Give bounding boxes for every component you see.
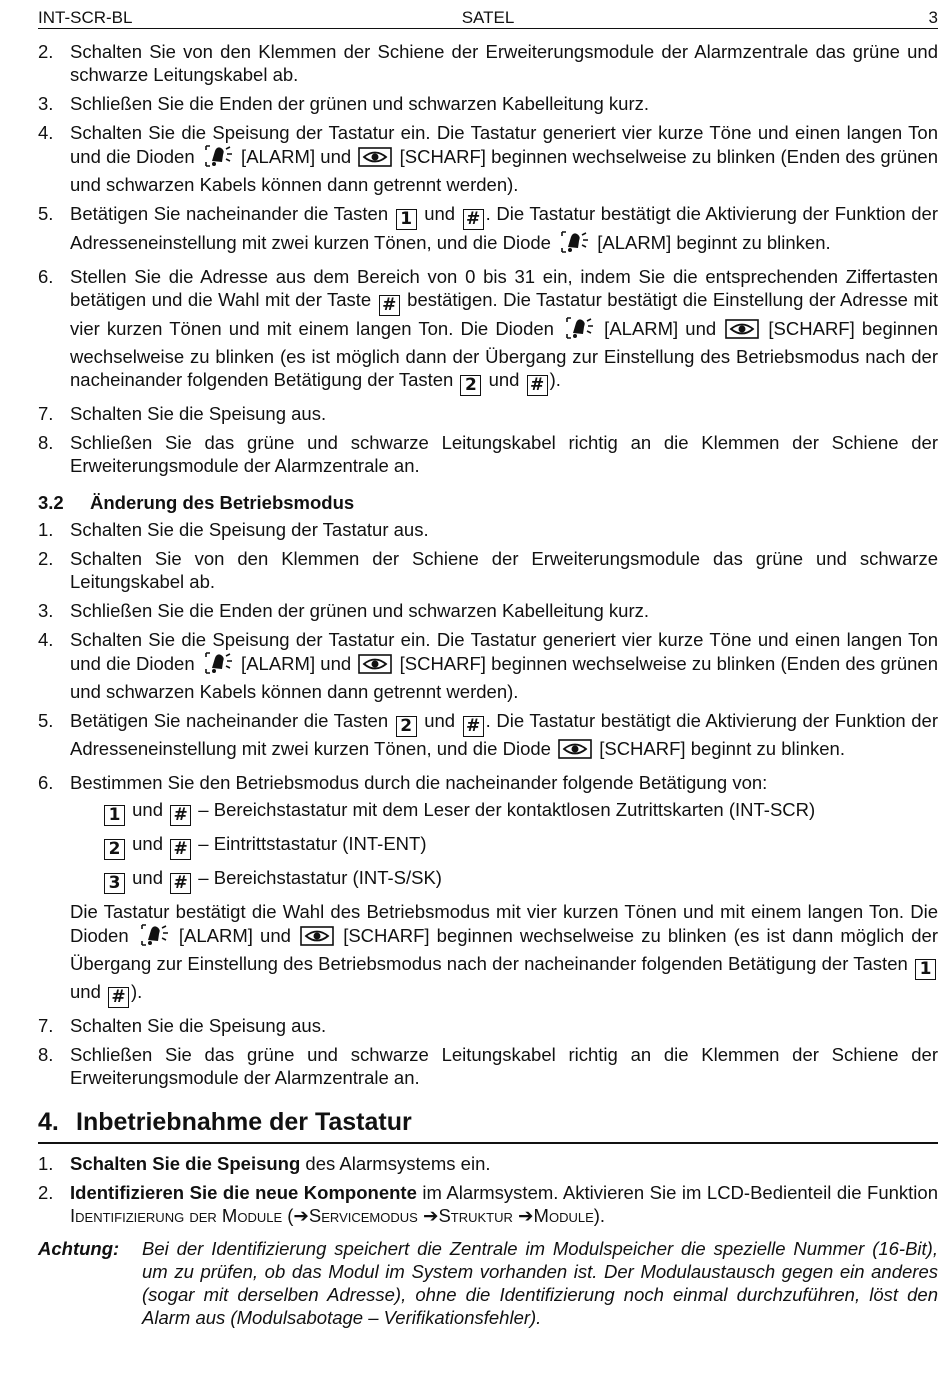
page-header	[38, 4, 938, 29]
chapter-heading: 4. Inbetriebnahme der Tastatur	[38, 1107, 938, 1144]
list-item: 8. Schließen Sie das grüne und schwarze Leitungskabel richtig an die Klemmen der Schiene der Erweiterungsmodule der Alarmzentrale an.	[38, 432, 938, 476]
key-2-icon: 2	[396, 716, 417, 737]
warning-note	[38, 1237, 938, 1329]
header-brand: SATEL	[461, 8, 515, 27]
armed-led-icon	[725, 318, 759, 345]
list-item: 8. Schließen Sie das grüne und schwarze Leitungskabel richtig an die Klemmen der Schiene der Erweiterungsmodule der Alarmzentrale an.	[38, 1044, 938, 1088]
key-hash-icon: #	[170, 805, 191, 826]
note-text: Bei der Identifizierung speichert die Zentrale im Modulspeicher die spezielle Nummer (16-Bit), um zu prüfen, ob das Modul im System vorhanden ist. Der Modulaustausch gegen ein anderes (sogar mit derselben Adresse), ohne die Identifizierung noch einmal durchzuführen, löst den Alarm aus (Modulsabotage – Verifikationsfehler).	[142, 1238, 938, 1328]
mode-option: 1 und # – Bereichstastatur mit dem Leser der kontaktlosen Zutrittskarten (INT-SCR)	[70, 798, 938, 826]
page-content	[38, 40, 938, 1329]
list-item: 6. Stellen Sie die Adresse aus dem Bereich von 0 bis 31 ein, indem Sie die entsprechenden Ziffertasten betätigen und die Wahl mit der Taste # bestätigen. Die Tastatur bestätigt die Einstellung der Adresse mit vier kurzen Tönen und mit einem langen Ton. Die Dioden [ALARM] und [SCHARF] beginnen wechselweise zu blinken (es ist möglich dann der Übergang zur Einstellung des Betriebsmodus nach der nacheinander folgenden Betätigung der Tasten 2 und # ).	[38, 266, 938, 395]
page-number: 3	[928, 8, 938, 27]
key-hash-icon: #	[463, 209, 484, 230]
list-item: 1. Schalten Sie die Speisung der Tastatur aus.	[38, 519, 429, 540]
list-item: 2. Identifizieren Sie die neue Komponente im Alarmsystem. Aktivieren Sie im LCD-Bedienteil die Funktion Identifizierung der Module (➔Servicemodus ➔Struktur ➔Module).	[38, 1182, 938, 1226]
mode-steps-list	[38, 518, 938, 1089]
address-steps-list	[38, 40, 938, 477]
armed-led-icon	[558, 738, 592, 765]
key-hash-icon: #	[463, 716, 484, 737]
menu-path: Identifizierung der Module (➔Servicemodus ➔Struktur ➔Module).	[70, 1205, 606, 1226]
key-2-icon: 2	[104, 839, 125, 860]
key-hash-icon: #	[170, 873, 191, 894]
note-label: Achtung:	[38, 1238, 120, 1259]
alarm-led-icon	[138, 923, 170, 952]
list-item: 1. Schalten Sie die Speisung des Alarmsystems ein.	[38, 1153, 491, 1174]
key-hash-icon: #	[108, 987, 129, 1008]
list-item: 4. Schalten Sie die Speisung der Tastatur ein. Die Tastatur generiert vier kurze Töne und einen langen Ton und die Dioden [ALARM] und [SCHARF] beginnen wechselweise zu blinken (Enden des grünen und schwarzen Kabels können dann getrennt werden).	[38, 122, 938, 195]
list-item: 5. Betätigen Sie nacheinander die Tasten 2 und # . Die Tastatur bestätigt die Aktivierung der Funktion der Adresseneinstellung mit zwei kurzen Tönen, und die Diode [SCHARF] beginnt zu blinken.	[38, 709, 938, 765]
list-item: 2. Schalten Sie von den Klemmen der Schiene der Erweiterungsmodule das grüne und schwarze Leitungskabel ab.	[38, 548, 938, 592]
alarm-led-icon	[558, 230, 590, 259]
list-item: 5. Betätigen Sie nacheinander die Tasten 1 und # . Die Tastatur bestätigt die Aktivierung der Funktion der Adresseneinstellung mit zwei kurzen Tönen, und die Diode [ALARM] beginnt zu blinken.	[38, 202, 938, 259]
mode-option: 3 und # – Bereichstastatur (INT-S/SK)	[70, 866, 938, 894]
list-item: 6. Bestimmen Sie den Betriebsmodus durch die nacheinander folgende Betätigung von: 1 und # – Bereichstastatur mit dem Leser der kontaktlosen Zutrittskarten (INT-SCR) 2 und # – Eintrittstastatur (INT-ENT) 3 und # – Bereichstastatur (INT-S/SK) Die Tastatur bestätigt die Wahl des Betriebsmodus mit vier kurzen Tönen und mit einem langen Ton. Die Dioden [ALARM] und [SCHARF] beginnen wechselweise zu blinken (es ist dann möglich der Übergang zur Einstellung des Betriebsmodus nach der nacheinander folgenden Betätigung der Tasten 1 und # ).	[38, 772, 939, 1007]
list-item: 4. Schalten Sie die Speisung der Tastatur ein. Die Tastatur generiert vier kurze Töne und einen langen Ton und die Dioden [ALARM] und [SCHARF] beginnen wechselweise zu blinken (Enden des grünen und schwarzen Kabels können dann getrennt werden).	[38, 629, 938, 702]
mode-option: 2 und # – Eintrittstastatur (INT-ENT)	[70, 832, 938, 860]
alarm-led-icon	[202, 144, 234, 173]
key-1-icon: 1	[396, 209, 417, 230]
list-item: 2. Schalten Sie von den Klemmen der Schiene der Erweiterungsmodule der Alarmzentrale das grüne und schwarze Leitungskabel ab.	[38, 41, 938, 85]
list-item: 3. Schließen Sie die Enden der grünen und schwarzen Kabelleitung kurz.	[38, 93, 650, 114]
key-1-icon: 1	[915, 959, 936, 980]
key-2-icon: 2	[460, 375, 481, 396]
list-item: 3. Schließen Sie die Enden der grünen und schwarzen Kabelleitung kurz.	[38, 600, 650, 621]
alarm-led-icon	[202, 651, 234, 680]
startup-steps-list	[38, 1152, 938, 1227]
key-hash-icon: #	[527, 375, 548, 396]
mode-confirmation-text: Die Tastatur bestätigt die Wahl des Betriebsmodus mit vier kurzen Tönen und mit einem langen Ton. Die Dioden [ALARM] und [SCHARF] beginnen wechselweise zu blinken (es ist dann möglich der Übergang zur Einstellung des Betriebsmodus nach der nacheinander folgenden Betätigung der Tasten 1 und # ).	[70, 901, 939, 1007]
key-1-icon: 1	[104, 805, 125, 826]
list-item: 7. Schalten Sie die Speisung aus.	[38, 1015, 327, 1036]
armed-led-icon	[358, 146, 392, 173]
mode-options	[70, 798, 938, 894]
key-hash-icon: #	[170, 839, 191, 860]
armed-led-icon	[358, 653, 392, 680]
armed-led-icon	[300, 925, 334, 952]
key-3-icon: 3	[104, 873, 125, 894]
header-model: INT-SCR-BL	[38, 8, 133, 27]
alarm-led-icon	[563, 316, 595, 345]
key-hash-icon: #	[379, 295, 400, 316]
list-item: 7. Schalten Sie die Speisung aus.	[38, 403, 327, 424]
section-heading: 3.2 Änderung des Betriebsmodus	[38, 492, 355, 513]
